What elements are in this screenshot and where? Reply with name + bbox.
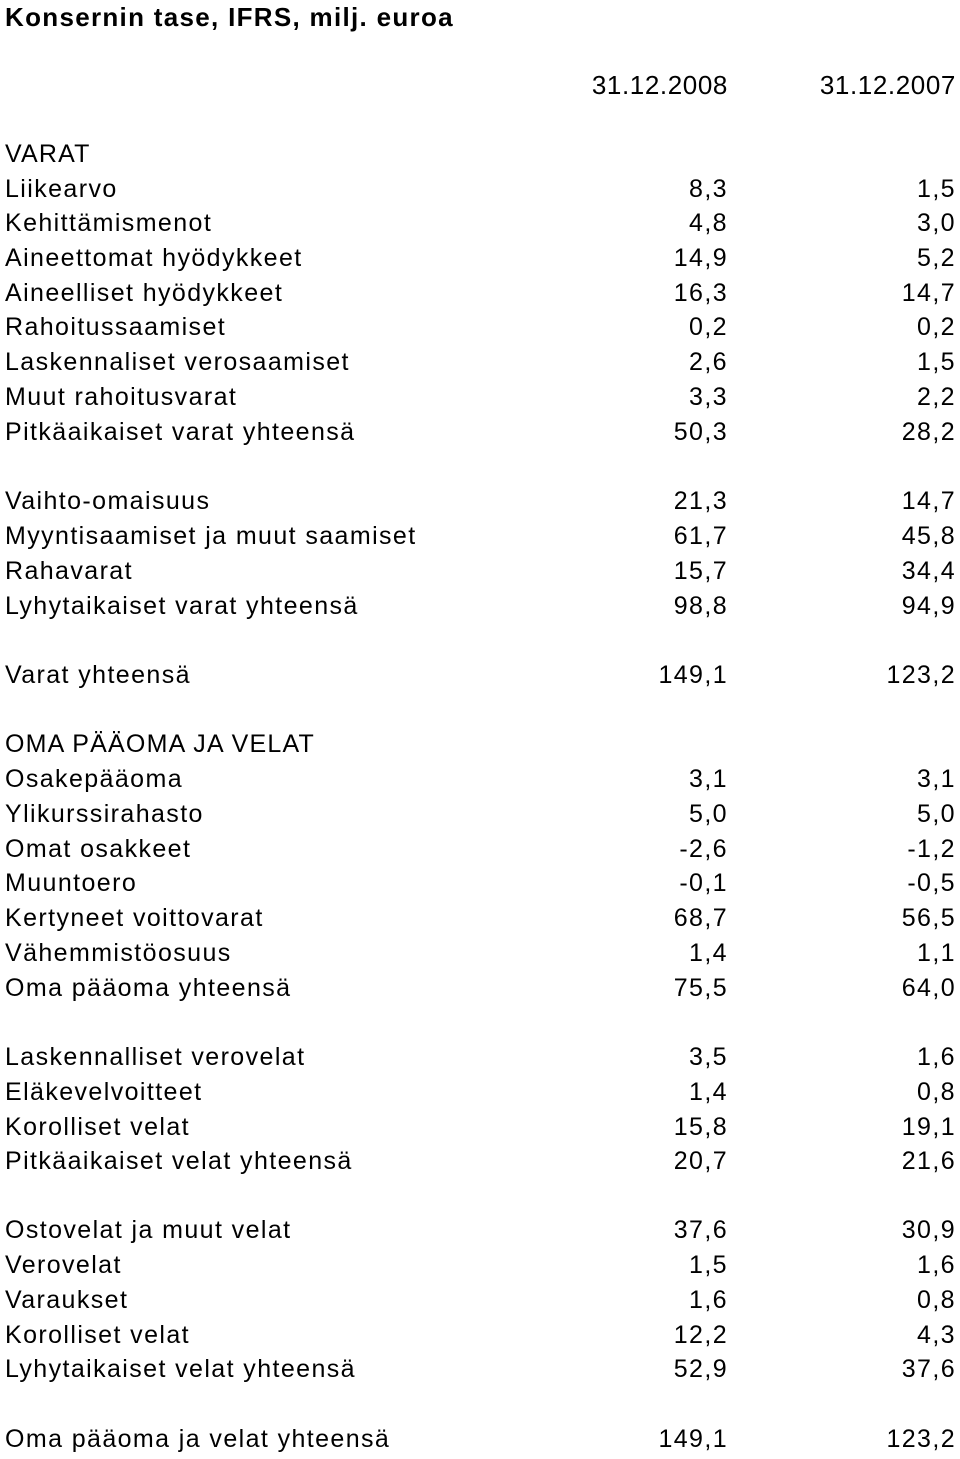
table-row — [0, 172, 960, 206]
value-2007: 1,1 — [917, 939, 956, 967]
value-2007: 123,2 — [886, 661, 956, 689]
value-2007: 28,2 — [901, 418, 956, 446]
value-2007: 19,1 — [901, 1113, 956, 1141]
table-row — [0, 345, 960, 379]
table-row — [0, 380, 960, 414]
value-2008: 52,9 — [673, 1355, 728, 1383]
table-row — [0, 866, 960, 900]
row-label: Kehittämismenot — [5, 209, 213, 237]
row-label: Aineettomat hyödykkeet — [5, 244, 303, 272]
row-label: Lyhytaikaiset varat yhteensä — [5, 592, 359, 620]
row-label: Oma pääoma ja velat yhteensä — [5, 1425, 391, 1453]
row-label: Pitkäaikaiset velat yhteensä — [5, 1147, 353, 1175]
row-label: Pitkäaikaiset varat yhteensä — [5, 418, 356, 446]
value-2007: -1,2 — [907, 835, 956, 863]
row-label: Vaihto-omaisuus — [5, 487, 211, 515]
value-2007: 1,5 — [917, 348, 956, 376]
value-2008: 15,7 — [673, 557, 728, 585]
table-row — [0, 554, 960, 588]
table-row — [0, 832, 960, 866]
table-row — [0, 1352, 960, 1386]
row-label: Verovelat — [5, 1251, 122, 1279]
value-2007: 5,2 — [917, 244, 956, 272]
table-row — [0, 1040, 960, 1074]
table-row — [0, 971, 960, 1005]
value-2008: 98,8 — [673, 592, 728, 620]
row-label: Vähemmistöosuus — [5, 939, 232, 967]
section-heading-assets: VARAT — [5, 140, 91, 168]
table-row — [0, 1144, 960, 1178]
value-2007: 0,8 — [917, 1078, 956, 1106]
row-label: Myyntisaamiset ja muut saamiset — [5, 522, 417, 550]
value-2008: 20,7 — [673, 1147, 728, 1175]
table-row — [0, 658, 960, 692]
value-2007: -0,5 — [907, 869, 956, 897]
value-2008: 3,5 — [689, 1043, 728, 1071]
row-label: Lyhytaikaiset velat yhteensä — [5, 1355, 356, 1383]
value-2008: 1,4 — [689, 1078, 728, 1106]
value-2007: 56,5 — [901, 904, 956, 932]
row-label: Rahavarat — [5, 557, 133, 585]
value-2008: 1,5 — [689, 1251, 728, 1279]
row-label: Korolliset velat — [5, 1321, 190, 1349]
table-row — [0, 1213, 960, 1247]
row-label: Laskennaliset verosaamiset — [5, 348, 350, 376]
value-2007: 0,2 — [917, 313, 956, 341]
value-2008: 21,3 — [673, 487, 728, 515]
table-row — [0, 1248, 960, 1282]
value-2008: 3,3 — [689, 383, 728, 411]
value-2007: 1,6 — [917, 1251, 956, 1279]
row-label: Omat osakkeet — [5, 835, 192, 863]
value-2007: 21,6 — [901, 1147, 956, 1175]
value-2007: 94,9 — [901, 592, 956, 620]
row-label: Muuntoero — [5, 869, 138, 897]
row-label: Aineelliset hyödykkeet — [5, 279, 284, 307]
value-2007: 3,0 — [917, 209, 956, 237]
table-row — [0, 310, 960, 344]
table-row — [0, 241, 960, 275]
value-2008: 8,3 — [689, 175, 728, 203]
table-row — [0, 519, 960, 553]
value-2007: 30,9 — [901, 1216, 956, 1244]
value-2008: 149,1 — [658, 1425, 728, 1453]
row-label: Osakepääoma — [5, 765, 183, 793]
value-2007: 4,3 — [917, 1321, 956, 1349]
value-2008: 2,6 — [689, 348, 728, 376]
value-2007: 1,5 — [917, 175, 956, 203]
table-row — [0, 797, 960, 831]
table-row — [0, 1283, 960, 1317]
table-row — [0, 901, 960, 935]
row-label: Ostovelat ja muut velat — [5, 1216, 292, 1244]
value-2008: 4,8 — [689, 209, 728, 237]
value-2008: -0,1 — [679, 869, 728, 897]
value-2008: -2,6 — [679, 835, 728, 863]
row-label: Eläkevelvoitteet — [5, 1078, 203, 1106]
value-2008: 149,1 — [658, 661, 728, 689]
value-2007: 14,7 — [901, 487, 956, 515]
row-label: Varat yhteensä — [5, 661, 191, 689]
table-row — [0, 1318, 960, 1352]
value-2008: 1,4 — [689, 939, 728, 967]
value-2008: 15,8 — [673, 1113, 728, 1141]
value-2008: 5,0 — [689, 800, 728, 828]
column-header-2008: 31.12.2008 — [591, 70, 728, 100]
row-label: Varaukset — [5, 1286, 129, 1314]
row-label: Kertyneet voittovarat — [5, 904, 264, 932]
table-row — [0, 1422, 960, 1456]
value-2008: 61,7 — [673, 522, 728, 550]
value-2008: 16,3 — [673, 279, 728, 307]
value-2007: 34,4 — [901, 557, 956, 585]
table-row — [0, 762, 960, 796]
table-row — [0, 1110, 960, 1144]
value-2008: 68,7 — [673, 904, 728, 932]
value-2008: 1,6 — [689, 1286, 728, 1314]
value-2008: 75,5 — [673, 974, 728, 1002]
table-row — [0, 276, 960, 310]
value-2007: 3,1 — [917, 765, 956, 793]
table-row — [0, 206, 960, 240]
value-2007: 37,6 — [901, 1355, 956, 1383]
table-row — [0, 936, 960, 970]
value-2007: 64,0 — [901, 974, 956, 1002]
row-label: Muut rahoitusvarat — [5, 383, 238, 411]
value-2007: 2,2 — [917, 383, 956, 411]
value-2008: 37,6 — [673, 1216, 728, 1244]
value-2007: 14,7 — [901, 279, 956, 307]
row-label: Rahoitussaamiset — [5, 313, 227, 341]
table-row — [0, 415, 960, 449]
value-2007: 123,2 — [886, 1425, 956, 1453]
row-label: Laskennalliset verovelat — [5, 1043, 306, 1071]
row-label: Liikearvo — [5, 175, 118, 203]
row-label: Oma pääoma yhteensä — [5, 974, 292, 1002]
value-2008: 50,3 — [673, 418, 728, 446]
value-2008: 0,2 — [689, 313, 728, 341]
row-label: Korolliset velat — [5, 1113, 190, 1141]
value-2007: 45,8 — [901, 522, 956, 550]
page-title: Konsernin tase, IFRS, milj. euroa — [5, 2, 454, 32]
table-row — [0, 1075, 960, 1109]
row-label: Ylikurssirahasto — [5, 800, 204, 828]
value-2008: 3,1 — [689, 765, 728, 793]
column-header-2007: 31.12.2007 — [819, 70, 956, 100]
value-2007: 1,6 — [917, 1043, 956, 1071]
section-heading-equity-liabilities: OMA PÄÄOMA JA VELAT — [5, 730, 315, 758]
value-2007: 5,0 — [917, 800, 956, 828]
value-2008: 14,9 — [673, 244, 728, 272]
table-row — [0, 484, 960, 518]
value-2007: 0,8 — [917, 1286, 956, 1314]
value-2008: 12,2 — [673, 1321, 728, 1349]
table-row — [0, 589, 960, 623]
